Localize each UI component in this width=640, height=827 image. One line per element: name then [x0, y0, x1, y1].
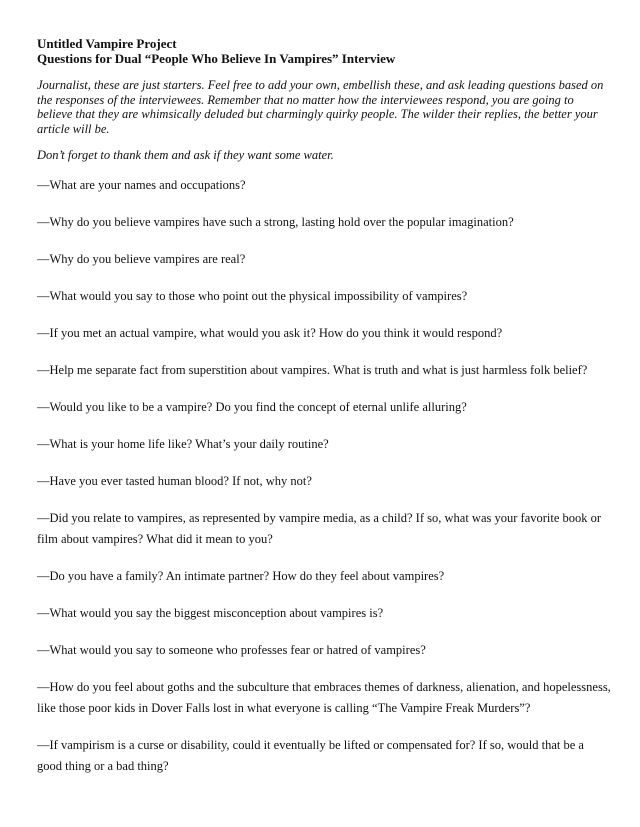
thank-reminder: Don’t forget to thank them and ask if they want some water.	[37, 148, 334, 162]
question-item: —Help me separate fact from superstition about vampires. What is truth and what is just harmless folk belief?	[37, 362, 588, 377]
question-item: —Would you like to be a vampire? Do you find the concept of eternal unlife alluring?	[37, 399, 467, 414]
question-item: —Have you ever tasted human blood? If not, why not?	[37, 473, 312, 488]
question-item: —What is your home life like? What’s your daily routine?	[37, 436, 329, 451]
question-item: —Why do you believe vampires have such a strong, lasting hold over the popular imagination?	[37, 214, 514, 229]
question-item: —If vampirism is a curse or disability, could it eventually be lifted or compensated for? If so, would that be a good thing or a bad thing?	[37, 737, 584, 773]
question-item: —What would you say the biggest misconception about vampires is?	[37, 605, 384, 620]
question-item: —If you met an actual vampire, what would you ask it? How do you think it would respond?	[37, 325, 503, 340]
question-item: —What would you say to those who point out the physical impossibility of vampires?	[37, 288, 468, 303]
question-item: —What would you say to someone who professes fear or hatred of vampires?	[37, 642, 426, 657]
document-subtitle: Questions for Dual “People Who Believe In Vampires” Interview	[37, 51, 396, 66]
document-page	[37, 36, 612, 793]
question-item: —Did you relate to vampires, as represented by vampire media, as a child? If so, what was your favorite book or film about vampires? What did it mean to you?	[37, 510, 602, 546]
question-item: —How do you feel about goths and the subculture that embraces themes of darkness, alienation, and hopelessness, like those poor kids in Dover Falls lost in what everyone is calling “The Vampire Freak Murders”?	[37, 679, 611, 715]
question-item: —What are your names and occupations?	[37, 177, 246, 192]
question-list	[37, 175, 612, 777]
journalist-instructions: Journalist, these are just starters. Feel free to add your own, embellish these, and ask leading questions based on the responses of the interviewees. Remember that no matter how the interviewees respond, you are going to believe that they are whimsically deluded but charmingly quirky people. The wilder their replies, the better your article will be.	[37, 78, 604, 136]
document-title: Untitled Vampire Project	[37, 36, 177, 51]
question-item: —Do you have a family? An intimate partner? How do they feel about vampires?	[37, 568, 445, 583]
question-item: —Why do you believe vampires are real?	[37, 251, 246, 266]
